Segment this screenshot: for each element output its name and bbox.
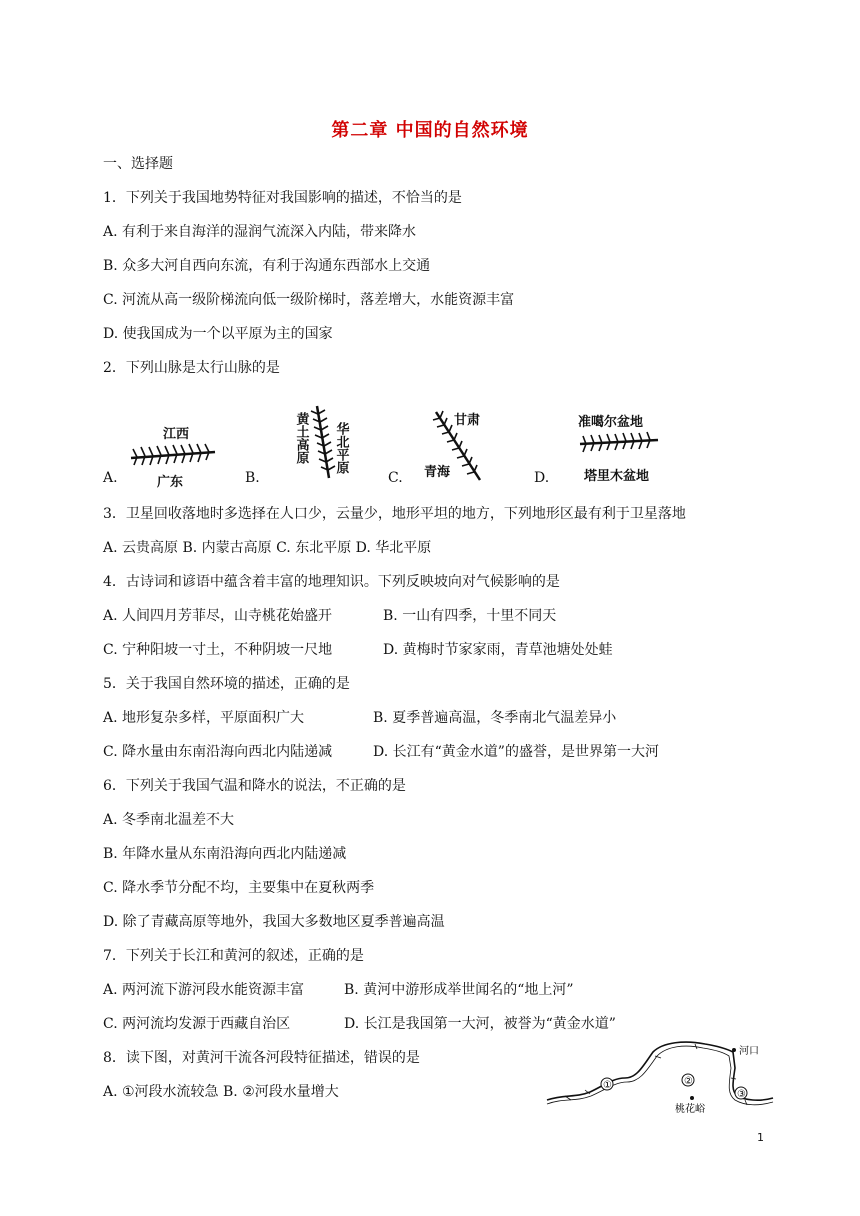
question-5-option-c: C. 降水量由东南沿海向西北内陆递减 [103,744,333,760]
question-1-option-a: A. 有利于来自海洋的湿润气流深入内陆，带来降水 [103,224,417,240]
question-7-option-b: B. 黄河中游形成举世闻名的“地上河” [344,982,574,998]
option-letter: C. [388,470,403,486]
map-label-taohuayu: 桃花峪 [675,1104,705,1115]
question-4-stem: 4．古诗词和谚语中蕴含着丰富的地理知识。下列反映坡向对气候影响的是 [103,574,560,590]
question-6-option-b: B. 年降水量从东南沿海向西北内陆递减 [103,846,347,862]
map-label-jiangxi: 江西 [163,427,190,442]
question-5-option-b: B. 夏季普遍高温，冬季南北气温差异小 [373,710,617,726]
question-7-option-c: C. 两河流均发源于西藏自治区 [103,1016,291,1032]
option-letter: D. [534,470,550,486]
question-5-stem: 5．关于我国自然环境的描述，正确的是 [103,676,350,692]
question-6-option-a: A. 冬季南北温差不大 [103,812,235,828]
question-7-option-d: D. 长江是我国第一大河，被誉为“黄金水道” [344,1016,616,1032]
option-letter: A. [103,470,118,486]
question-1-option-d: D. 使我国成为一个以平原为主的国家 [103,326,333,342]
map-marker-3: ③ [737,1089,746,1100]
question-6-option-d: D. 除了青藏高原等地外，我国大多数地区夏季普遍高温 [103,914,445,930]
map-label-hekou: 河口 [739,1046,759,1057]
question-2-option-c [388,400,498,490]
map-label-qinghai: 青海 [424,465,451,480]
map-marker-1: ① [603,1080,612,1091]
map-marker-2: ② [684,1076,693,1087]
question-8-options: A. ①河段水流较急 B. ②河段水量增大 [103,1084,339,1100]
question-6-option-c: C. 降水季节分配不均，主要集中在夏秋两季 [103,880,375,896]
question-3-options: A. 云贵高原 B. 内蒙古高原 C. 东北平原 D. 华北平原 [103,540,432,556]
mountain-sketch-b [245,400,375,490]
question-8-stem: 8．读下图，对黄河干流各河段特征描述，错误的是 [103,1050,420,1066]
question-1-option-c: C. 河流从高一级阶梯流向低一级阶梯时，落差增大，水能资源丰富 [103,292,515,308]
mountain-sketch-c [388,400,498,490]
map-label-north-china-plain: 华北平原 [333,422,349,474]
question-5-option-a: A. 地形复杂多样，平原面积广大 [103,710,305,726]
question-2-option-d [534,400,674,490]
question-4-option-a: A. 人间四月芳菲尽，山寺桃花始盛开 [103,608,333,624]
mountain-sketch-a [103,400,223,490]
question-2-stem: 2．下列山脉是太行山脉的是 [103,360,280,376]
question-4-option-d: D. 黄梅时节家家雨，青草池塘处处蛙 [383,642,613,658]
mountain-sketch-d [534,400,674,490]
section-heading: 一、选择题 [103,156,173,172]
map-label-loess-plateau: 黄土高原 [293,412,309,464]
question-4-option-b: B. 一山有四季，十里不同天 [383,608,557,624]
question-1-option-b: B. 众多大河自西向东流，有利于沟通东西部水上交通 [103,258,431,274]
question-7-stem: 7．下列关于长江和黄河的叙述，正确的是 [103,948,364,964]
question-6-stem: 6．下列关于我国气温和降水的说法，不正确的是 [103,778,406,794]
option-letter: B. [245,470,260,486]
question-7-option-a: A. 两河流下游河段水能资源丰富 [103,982,305,998]
map-label-junggar-basin: 准噶尔盆地 [578,415,644,430]
yellow-river-map [545,1038,775,1118]
map-label-guangdong: 广东 [157,475,184,490]
question-1-stem: 1．下列关于我国地势特征对我国影响的描述，不恰当的是 [103,190,462,206]
question-2-option-b [245,400,375,490]
map-label-gansu: 甘肃 [454,413,481,428]
page-title: 第二章 中国的自然环境 [331,120,529,141]
question-3-stem: 3．卫星回收落地时多选择在人口少，云量少，地形平坦的地方，下列地形区最有利于卫星落地 [103,506,686,522]
question-5-option-d: D. 长江有“黄金水道”的盛誉，是世界第一大河 [373,744,659,760]
map-label-tarim-basin: 塔里木盆地 [584,469,650,484]
question-2-option-a [103,400,223,490]
question-4-option-c: C. 宁种阳坡一寸土，不种阴坡一尺地 [103,642,333,658]
page-number: 1 [757,1131,764,1144]
